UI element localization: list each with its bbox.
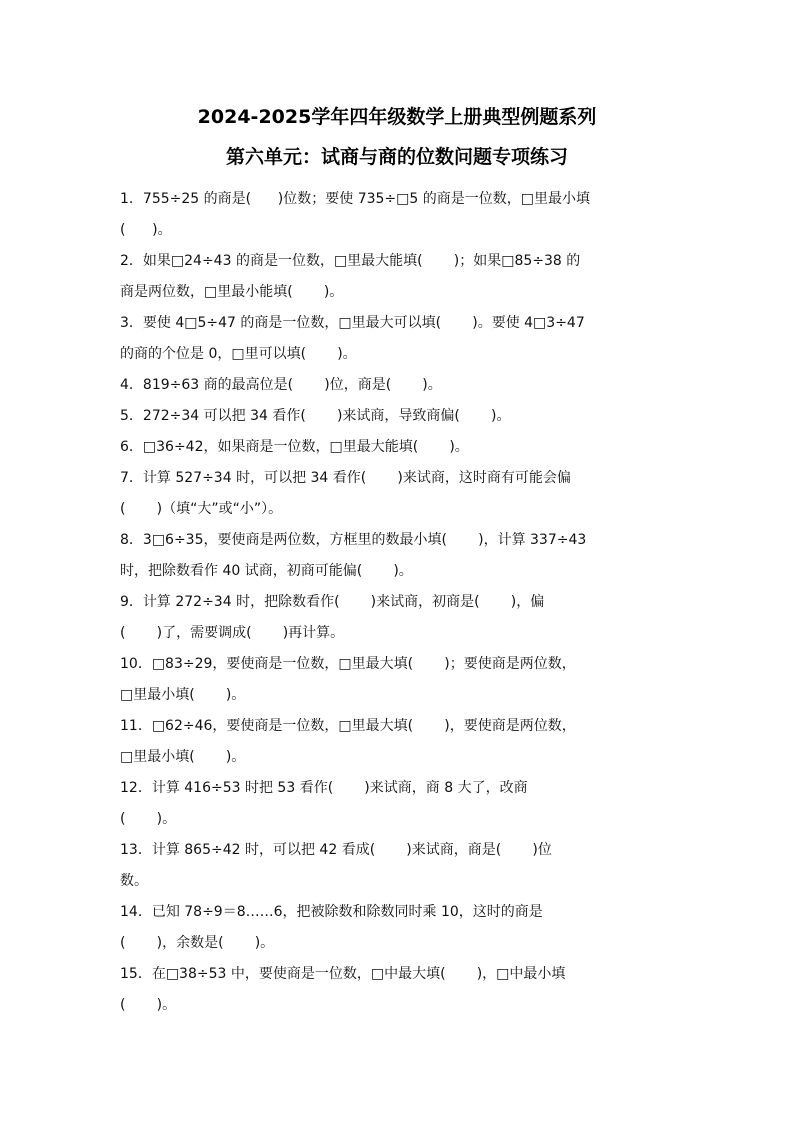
question-text: 的商的个位是 0，□里可以填( )。: [120, 346, 357, 362]
question-text: 11．□62÷46，要使商是一位数，□里最大填( )，要使商是两位数，: [120, 718, 576, 734]
question-text: 商是两位数，□里最小能填( )。: [120, 284, 344, 300]
question-text: 6．□36÷42，如果商是一位数，□里最大能填( )。: [120, 439, 469, 455]
question-text: 4．819÷63 商的最高位是( )位，商是( )。: [120, 377, 442, 393]
document-title: 2024-2025学年四年级数学上册典型例题系列: [197, 106, 597, 128]
question-text: □里最小填( )。: [120, 687, 246, 703]
question-text: ( )，余数是( )。: [120, 935, 275, 951]
document-subtitle: 第六单元：试商与商的位数问题专项练习: [225, 146, 568, 168]
question-text: 7．计算 527÷34 时，可以把 34 看作( )来试商，这时商有可能会偏: [120, 470, 571, 486]
question-text: ( )。: [120, 222, 172, 238]
question-text: 5．272÷34 可以把 34 看作( )来试商，导致商偏( )。: [120, 408, 511, 424]
question-text: 8．3□6÷35，要使商是两位数，方框里的数最小填( )，计算 337÷43: [120, 532, 587, 548]
question-text: 3．要使 4□5÷47 的商是一位数，□里最大可以填( )。要使 4□3÷47: [120, 315, 585, 331]
question-text: □里最小填( )。: [120, 749, 246, 765]
question-text: 12．计算 416÷53 时把 53 看作( )来试商，商 8 大了，改商: [120, 780, 528, 796]
question-text: ( )。: [120, 811, 177, 827]
question-text: 1．755÷25 的商是( )位数；要使 735÷□5 的商是一位数，□里最小填: [120, 191, 590, 207]
question-text: 13．计算 865÷42 时，可以把 42 看成( )来试商，商是( )位: [120, 842, 552, 858]
question-text: 9．计算 272÷34 时，把除数看作( )来试商，初商是( )，偏: [120, 594, 545, 610]
question-text: ( )了，需要调成( )再计算。: [120, 625, 345, 641]
question-text: 14．已知 78÷9＝8……6，把被除数和除数同时乘 10，这时的商是: [120, 904, 543, 920]
question-text: 时，把除数看作 40 试商，初商可能偏( )。: [120, 563, 413, 579]
question-text: 2．如果□24÷43 的商是一位数，□里最大能填( )；如果□85÷38 的: [120, 253, 581, 269]
question-text: 10．□83÷29，要使商是一位数，□里最大填( )；要使商是两位数，: [120, 656, 576, 672]
question-text: ( )（填“大”或“小”）。: [120, 501, 283, 517]
question-text: 15．在□38÷53 中，要使商是一位数，□中最大填( )，□中最小填: [120, 966, 566, 982]
question-text: 数。: [120, 873, 148, 889]
question-text: ( )。: [120, 997, 177, 1013]
